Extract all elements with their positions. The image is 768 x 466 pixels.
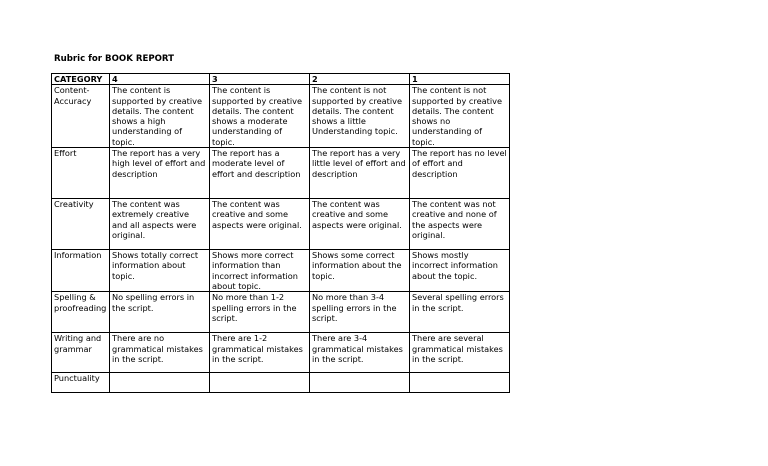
header-score-1: 1 bbox=[410, 74, 510, 85]
header-score-3: 3 bbox=[210, 74, 310, 85]
score-4-cell: Shows totally correct information about topic. bbox=[110, 250, 210, 292]
score-2-cell: No more than 3-4 spelling errors in the script. bbox=[310, 292, 410, 333]
table-row bbox=[52, 250, 510, 292]
score-3-cell: There are 1-2 grammatical mistakes in the script. bbox=[210, 333, 310, 373]
category-cell: Writing and grammar bbox=[52, 333, 110, 373]
table-row bbox=[52, 199, 510, 250]
score-2-cell: The content is not supported by creative details. The content shows a little Understanding topic. bbox=[310, 85, 410, 148]
score-2-cell bbox=[310, 373, 410, 393]
score-3-cell: No more than 1-2 spelling errors in the script. bbox=[210, 292, 310, 333]
header-category: CATEGORY bbox=[52, 74, 110, 85]
score-4-cell: The content is supported by creative details. The content shows a high understanding of topic. bbox=[110, 85, 210, 148]
category-cell: Effort bbox=[52, 148, 110, 199]
score-1-cell: Shows mostly incorrect information about the topic. bbox=[410, 250, 510, 292]
category-cell: Spelling & proofreading bbox=[52, 292, 110, 333]
category-cell: Content-Accuracy bbox=[52, 85, 110, 148]
score-3-cell: The content is supported by creative details. The content shows a moderate understanding of topic. bbox=[210, 85, 310, 148]
category-cell: Information bbox=[52, 250, 110, 292]
score-2-cell: The report has a very little level of effort and description bbox=[310, 148, 410, 199]
score-1-cell: The report has no level of effort and description bbox=[410, 148, 510, 199]
table-row bbox=[52, 373, 510, 393]
header-row bbox=[52, 74, 510, 85]
score-4-cell: There are no grammatical mistakes in the script. bbox=[110, 333, 210, 373]
table-row bbox=[52, 292, 510, 333]
table-row bbox=[52, 148, 510, 199]
score-2-cell: The content was creative and some aspects were original. bbox=[310, 199, 410, 250]
score-4-cell: The content was extremely creative and all aspects were original. bbox=[110, 199, 210, 250]
header-score-4: 4 bbox=[110, 74, 210, 85]
score-1-cell: Several spelling errors in the script. bbox=[410, 292, 510, 333]
table-row bbox=[52, 333, 510, 373]
table-row bbox=[52, 85, 510, 148]
score-2-cell: Shows some correct information about the topic. bbox=[310, 250, 410, 292]
score-3-cell: The report has a moderate level of effort and description bbox=[210, 148, 310, 199]
score-3-cell: Shows more correct information than incorrect information about topic. bbox=[210, 250, 310, 292]
rubric-table bbox=[51, 73, 510, 393]
score-2-cell: There are 3-4 grammatical mistakes in the script. bbox=[310, 333, 410, 373]
score-4-cell: No spelling errors in the script. bbox=[110, 292, 210, 333]
score-3-cell: The content was creative and some aspects were original. bbox=[210, 199, 310, 250]
category-cell: Creativity bbox=[52, 199, 110, 250]
score-4-cell bbox=[110, 373, 210, 393]
score-1-cell: There are several grammatical mistakes in the script. bbox=[410, 333, 510, 373]
header-score-2: 2 bbox=[310, 74, 410, 85]
score-4-cell: The report has a very high level of effort and description bbox=[110, 148, 210, 199]
score-1-cell: The content was not creative and none of the aspects were original. bbox=[410, 199, 510, 250]
score-1-cell: The content is not supported by creative details. The content shows no understanding of topic. bbox=[410, 85, 510, 148]
score-1-cell bbox=[410, 373, 510, 393]
document-title: Rubric for BOOK REPORT bbox=[54, 54, 175, 64]
score-3-cell bbox=[210, 373, 310, 393]
category-cell: Punctuality bbox=[52, 373, 110, 393]
